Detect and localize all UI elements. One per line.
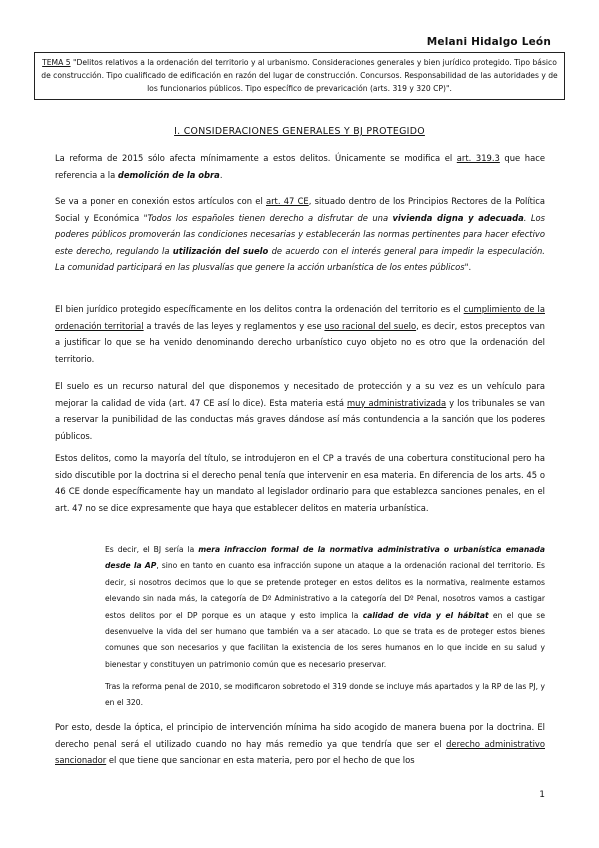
text-run: Tras la reforma penal de 2010, se modificaron sobretodo el 319 donde se incluye más apartados y la RP de las PJ, y en el 320. (105, 682, 545, 708)
article-ref: art. 319.3 (456, 153, 500, 163)
paragraph-estos-delitos (55, 450, 545, 516)
text-run: La reforma de 2015 sólo afecta mínimamente a estos delitos. Únicamente se modifica el (55, 153, 457, 163)
quote-bj (105, 542, 545, 673)
text-run: El bien jurídico protegido específicamente en los delitos contra la ordenación del territorio es el (55, 304, 464, 314)
author-name: Melani Hidalgo León (426, 36, 551, 48)
text-run: a través de las leyes y reglamentos y ese (143, 320, 325, 331)
text-run: que hace referencia a la (55, 153, 545, 180)
quote-run: Todos los españoles tienen derecho a disfrutar de una (147, 212, 393, 223)
underlined-term: uso racional del suelo (324, 320, 417, 331)
paragraph-reform-2015 (55, 150, 545, 183)
topic-label: TEMA 5 (42, 58, 71, 67)
text-run: Se va a poner en conexión estos artículos con el (55, 196, 266, 206)
text-run: en el que se desenvuelve la vida del ser humano que también va a ser atacado. Lo que se trata es de proteger estos bienes comunes que son necesarios y que facilitan la existencia de los seres humanos en lo que incide en su salud y bienestar y constituyen un patrimonio común que es necesario preservar. (105, 610, 546, 669)
text-run: . (219, 169, 223, 180)
quote-run: de acuerdo con el interés general para impedir la especulación. La comunidad participará en las plusvalías que genere la acción urbanística de los entes públicos (55, 245, 545, 273)
section-title: I. CONSIDERACIONES GENERALES Y BJ PROTEGIDO (174, 126, 425, 137)
paragraph-art-47-ce (55, 193, 545, 276)
underlined-term: cumplimiento de la ordenación territorial (55, 304, 545, 331)
quote-run: . Los poderes públicos promoverán las condiciones necesarias y establecerán las normas pertinentes para hacer efectivo este derecho, regulando la (55, 212, 545, 256)
text-run: , es decir, estos preceptos van a justificar lo que se ha venido denominando derecho urbanístico cuyo objeto no es otro que la ordenación del territorio. (55, 320, 545, 364)
text-run: y los tribunales se van a reservar la punibilidad de las conductas más graves dándose así más contundencia a la sanción que los poderes públicos. (55, 397, 545, 441)
quote-reforma-2010 (105, 679, 545, 712)
emphasis: mera infraccion formal de la normativa administrativa o urbanística emanada desde la AP (105, 545, 545, 571)
text-run: , situado dentro de los Principios Rectores de la Política Social y Económica " (55, 196, 545, 223)
text-run: ". (464, 262, 472, 273)
emphasis: demolición de la obra (117, 169, 220, 180)
text-run: el que tiene que sancionar en esta materia, pero por el hecho de que los (106, 755, 415, 766)
text-run: Es decir, el BJ sería la (105, 545, 199, 554)
article-ref: art. 47 CE (265, 196, 309, 206)
paragraph-suelo (55, 378, 545, 444)
paragraph-intervencion-minima (55, 719, 545, 769)
page-number: 1 (539, 790, 545, 800)
topic-text: "Delitos relativos a la ordenación del territorio y al urbanismo. Consideraciones generales y bien jurídico protegido. Tipo básico de construcción. Tipo cualificado de edificación en razón del lugar de construcción. Concursos. Responsabilidad de las autoridades y de los funcionarios públicos. Tipo específico de prevaricación (arts. 319 y 320 CP)". (41, 58, 558, 93)
topic-box (34, 52, 565, 100)
paragraph-bien-juridico (55, 301, 545, 367)
text-run: El suelo es un recurso natural del que disponemos y necesitado de protección y a su vez es un vehículo para mejorar la calidad de vida (art. 47 CE así lo dice). Esta materia está (55, 381, 545, 408)
text-run: , sino en tanto en cuanto esa infracción supone un ataque a la ordenación racional del territorio. Es decir, si nosotros decimos que lo que se pretende proteger en estos delitos es la normativa, realmente estamos elevando sin nada más, la categoría de Dº Administrativo a la categoría del Dº Penal, nosotros vamos a castigar estos delitos por el DP porque es un ataque y esto implica la (105, 561, 546, 620)
underlined-term: derecho administrativo sancionador (55, 738, 545, 766)
emphasis: vivienda digna y adecuada (392, 212, 524, 223)
text-run: Estos delitos, como la mayoría del título, se introdujeron en el CP a través de una cobertura constitucional pero ha sido discutible por la doctrina si el derecho penal tenía que intervenir en esa materia. En diferencia de los arts. 45 o 46 CE donde específicamente hay un mandato al legislador ordinario para que establezca sanciones penales, en el art. 47 no se dice expresamente que haya que establecer delitos en materia urbanística. (55, 453, 545, 513)
emphasis: utilización del suelo (172, 245, 269, 256)
emphasis: calidad de vida y el hábitat (362, 610, 489, 620)
text-run: Por esto, desde la óptica, el principio de intervención mínima ha sido acogido de manera buena por la doctrina. El derecho penal será el utilizado cuando no hay más remedio ya que tendría que ser el (55, 722, 545, 749)
underlined-term: muy administrativizada (347, 397, 447, 408)
